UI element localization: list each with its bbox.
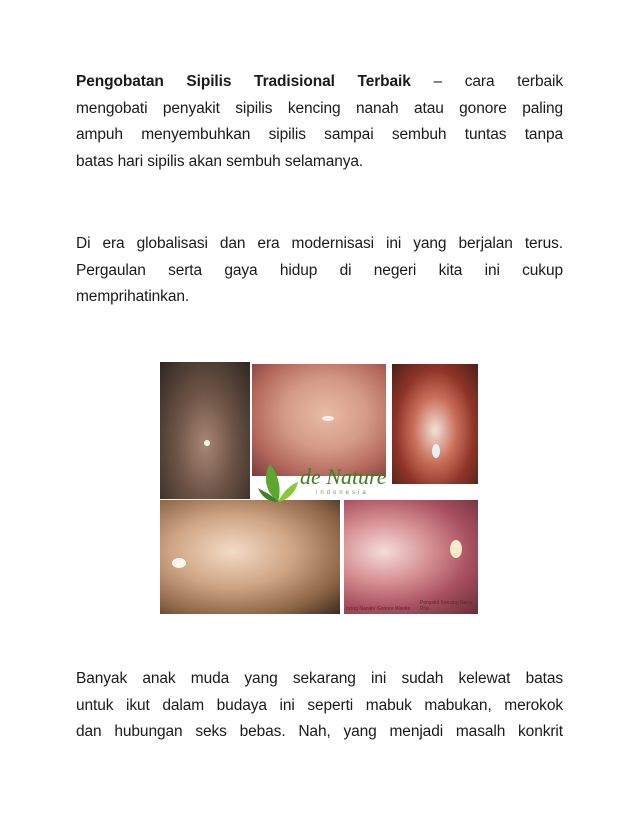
article-title: Pengobatan Sipilis Tradisional Terbaik xyxy=(76,73,411,90)
paragraph-line: mengobati penyakit sipilis kencing nanah atau gonore paling xyxy=(76,99,563,117)
photo-collage xyxy=(160,362,478,614)
third-paragraph xyxy=(76,666,563,746)
lesion-spot xyxy=(172,558,186,568)
paragraph-line: untuk ikut dalam budaya ini seperti mabuk mabukan, merokok xyxy=(76,696,563,714)
photo-panel xyxy=(392,364,478,484)
paragraph-line: ampuh menyembuhkan sipilis sampai sembuh tuntas tanpa xyxy=(76,126,563,143)
lesion-spot xyxy=(432,444,440,458)
intro-paragraph xyxy=(76,69,563,175)
photo-caption: ncing Nanah/ Gonore Wanita xyxy=(346,606,411,612)
photo-panel xyxy=(160,500,340,614)
lesion-spot xyxy=(322,416,334,421)
logo-text: de Nature xyxy=(300,464,387,489)
lesion-spot xyxy=(204,440,210,446)
paragraph-line: batas hari sipilis akan sembuh selamanya. xyxy=(76,152,364,170)
photo-panel xyxy=(344,500,478,614)
paragraph-line: dan hubungan seks bebas. Nah, yang menjadi masalh konkrit xyxy=(76,723,563,740)
lesion-spot xyxy=(450,540,462,558)
second-paragraph xyxy=(76,231,563,311)
paragraph-line: Pengobatan Sipilis Tradisional Terbaik – cara terbaik xyxy=(76,73,563,90)
photo-panel xyxy=(160,362,250,499)
paragraph-line: Banyak anak muda yang sekarang ini sudah kelewat batas xyxy=(76,670,563,687)
logo-subtitle: indonesia xyxy=(316,490,369,496)
paragraph-line: memprihatinkan. xyxy=(76,288,190,305)
paragraph-line: Di era globalisasi dan era modernisasi ini yang berjalan terus. xyxy=(76,235,563,252)
leaf-icon xyxy=(256,458,300,504)
photo-caption: Penyakit Kencing Nana Pria xyxy=(420,600,472,612)
brand-logo xyxy=(256,458,387,504)
paragraph-line: Pergaulan serta gaya hidup di negeri kita ini cukup xyxy=(76,261,563,279)
